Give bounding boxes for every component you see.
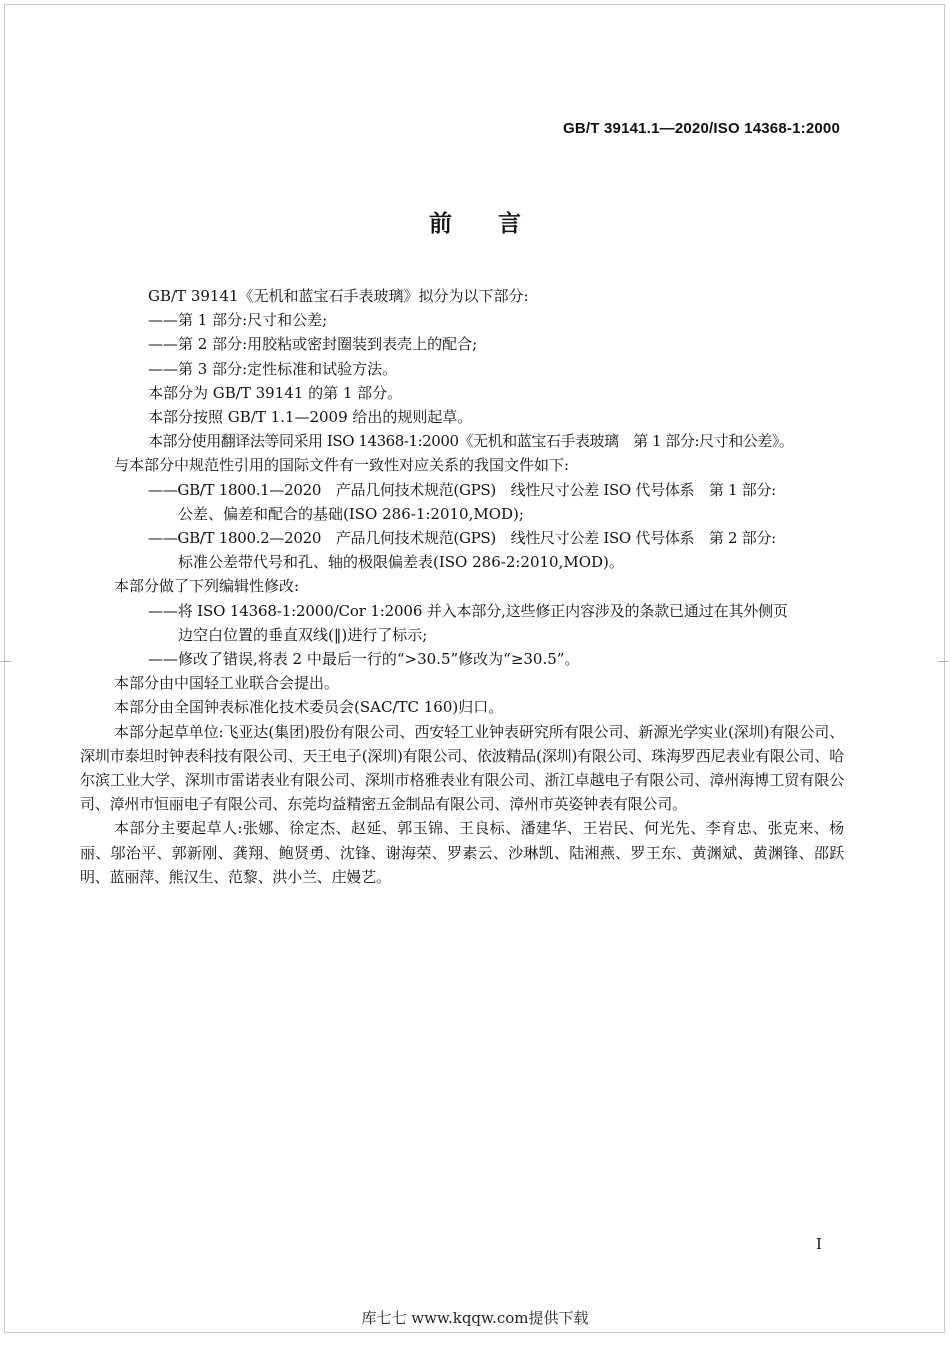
page-number: I xyxy=(816,1235,822,1253)
list-item: ——第 3 部分:定性标准和试验方法。 xyxy=(148,359,398,378)
text-line: 本部分由中国轻工业联合会提出。 xyxy=(114,674,340,693)
list-item-continuation: 边空白位置的垂直双线(‖)进行了标示; xyxy=(178,625,428,644)
text-line: 本部分做了下列编辑性修改: xyxy=(114,577,300,596)
text-line: 本部分为 GB/T 39141 的第 1 部分。 xyxy=(148,383,403,402)
text-line: 本部分按照 GB/T 1.1—2009 给出的规则起草。 xyxy=(148,408,473,427)
list-item: ——GB/T 1800.2—2020 产品几何技术规范(GPS) 线性尺寸公差 ISO 代号体系 第 2 部分: xyxy=(148,529,776,548)
list-item: ——修改了错误,将表 2 中最后一行的“>30.5”修改为“≥30.5”。 xyxy=(148,650,580,669)
list-item: ——将 ISO 14368-1:2000/Cor 1:2006 并入本部分,这些修正内容涉及的条款已通过在其外侧页 xyxy=(148,601,788,620)
list-item: ——GB/T 1800.1—2020 产品几何技术规范(GPS) 线性尺寸公差 ISO 代号体系 第 1 部分: xyxy=(148,480,776,499)
standard-code-header: GB/T 39141.1—2020/ISO 14368-1:2000 xyxy=(563,120,840,137)
text-line: 本部分由全国钟表标准化技术委员会(SAC/TC 160)归口。 xyxy=(114,698,504,717)
text-line: 本部分使用翻译法等同采用 ISO 14368-1:2000《无机和蓝宝石手表玻璃 第 1 部分:尺寸和公差》。 xyxy=(148,432,794,451)
foreword-body xyxy=(80,284,844,889)
text-line: GB/T 39141《无机和蓝宝石手表玻璃》拟分为以下部分: xyxy=(148,287,529,305)
crop-mark xyxy=(1,661,11,662)
list-item-continuation: 标准公差带代号和孔、轴的极限偏差表(ISO 286-2:2010,MOD)。 xyxy=(178,553,624,572)
list-item-continuation: 公差、偏差和配合的基础(ISO 286-1:2010,MOD); xyxy=(178,504,524,523)
list-item: ——第 2 部分:用胶粘或密封圈装到表壳上的配合; xyxy=(148,335,478,354)
text-line: 与本部分中规范性引用的国际文件有一致性对应关系的我国文件如下: xyxy=(114,456,570,475)
crop-mark xyxy=(938,661,948,662)
page-title: 前言 xyxy=(429,211,567,237)
list-item: ——第 1 部分:尺寸和公差; xyxy=(148,311,328,330)
download-footer: 库七七 www.kqqw.com提供下载 xyxy=(361,1309,589,1327)
drafting-units-paragraph: 本部分起草单位:飞亚达(集团)股份有限公司、西安轻工业钟表研究所有限公司、新源光学实业(深圳)有限公司、深圳市泰坦时钟表科技有限公司、天王电子(深圳)有限公司、依波精品(深圳)有限公司、珠海罗西尼表业有限公司、哈尔滨工业大学、深圳市雷诺表业有限公司、深圳市格雅表业有限公司、浙江卓越电子有限公司、漳州海博工贸有限公司、漳州市恒丽电子有限公司、东莞均益精密五金制品有限公司、漳州市英姿钟表有限公司。 xyxy=(80,722,844,814)
drafters-paragraph: 本部分主要起草人:张娜、徐定杰、赵延、郭玉锦、王良标、潘建华、王岩民、何光先、李育忠、张克来、杨丽、邬治平、郭新刚、龚翔、鲍贤勇、沈锋、谢海荣、罗素云、沙琳凯、陆湘燕、罗王东、黄渊斌、黄渊锋、邵跃明、蓝丽萍、熊汉生、范黎、洪小兰、庄嫚艺。 xyxy=(80,819,844,886)
